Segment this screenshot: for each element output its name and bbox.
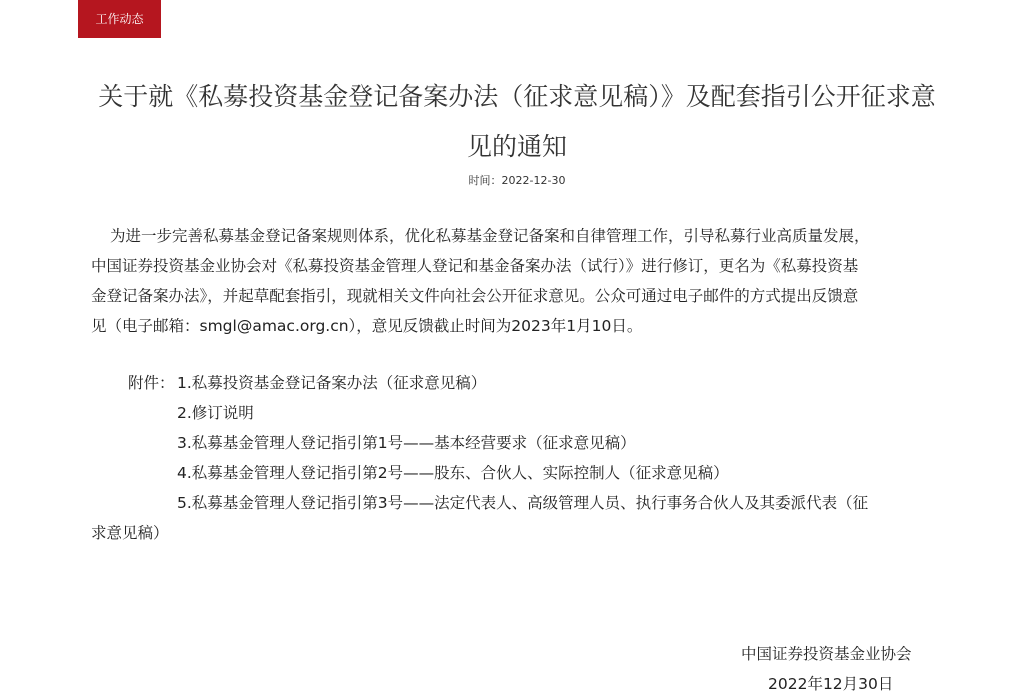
category-tab-work-news[interactable]: 工作动态 (78, 0, 161, 38)
attachment-link[interactable]: 3.私募基金管理人登记指引第1号——基本经营要求（征求意见稿） (177, 434, 636, 452)
body-line: 为进一步完善私募基金登记备案规则体系，优化私募基金登记备案和自律管理工作，引导私募行业高质量发展， (110, 227, 870, 245)
signature-org: 中国证券投资基金业协会 (741, 645, 912, 663)
signature-date: 2022年12月30日 (768, 675, 894, 693)
attachment-link[interactable]: 4.私募基金管理人登记指引第2号——股东、合伙人、实际控制人（征求意见稿） (177, 464, 729, 482)
attachment-link-continuation[interactable]: 求意见稿） (91, 524, 169, 542)
title-line: 关于就《私募投资基金登记备案办法（征求意见稿）》及配套指引公开征求意 (98, 82, 936, 111)
attachments-label: 附件： (128, 374, 175, 392)
body-line: 中国证券投资基金业协会对《私募投资基金管理人登记和基金备案办法（试行）》进行修订，更名为《私募投资基 (91, 257, 859, 275)
publish-time: 时间：2022-12-30 (468, 174, 566, 187)
body-line: 金登记备案办法》，并起草配套指引，现就相关文件向社会公开征求意见。公众可通过电子邮件的方式提出反馈意 (91, 287, 859, 305)
body-line: 见（电子邮箱：smgl@amac.org.cn），意见反馈截止时间为2023年1月10日。 (91, 317, 643, 335)
attachment-link[interactable]: 5.私募基金管理人登记指引第3号——法定代表人、高级管理人员、执行事务合伙人及其委派代表（征 (177, 494, 869, 512)
attachment-link[interactable]: 1.私募投资基金登记备案办法（征求意见稿） (177, 374, 487, 392)
title-line: 见的通知 (466, 132, 567, 161)
page-title (60, 72, 974, 172)
attachment-link[interactable]: 2.修订说明 (177, 404, 254, 422)
